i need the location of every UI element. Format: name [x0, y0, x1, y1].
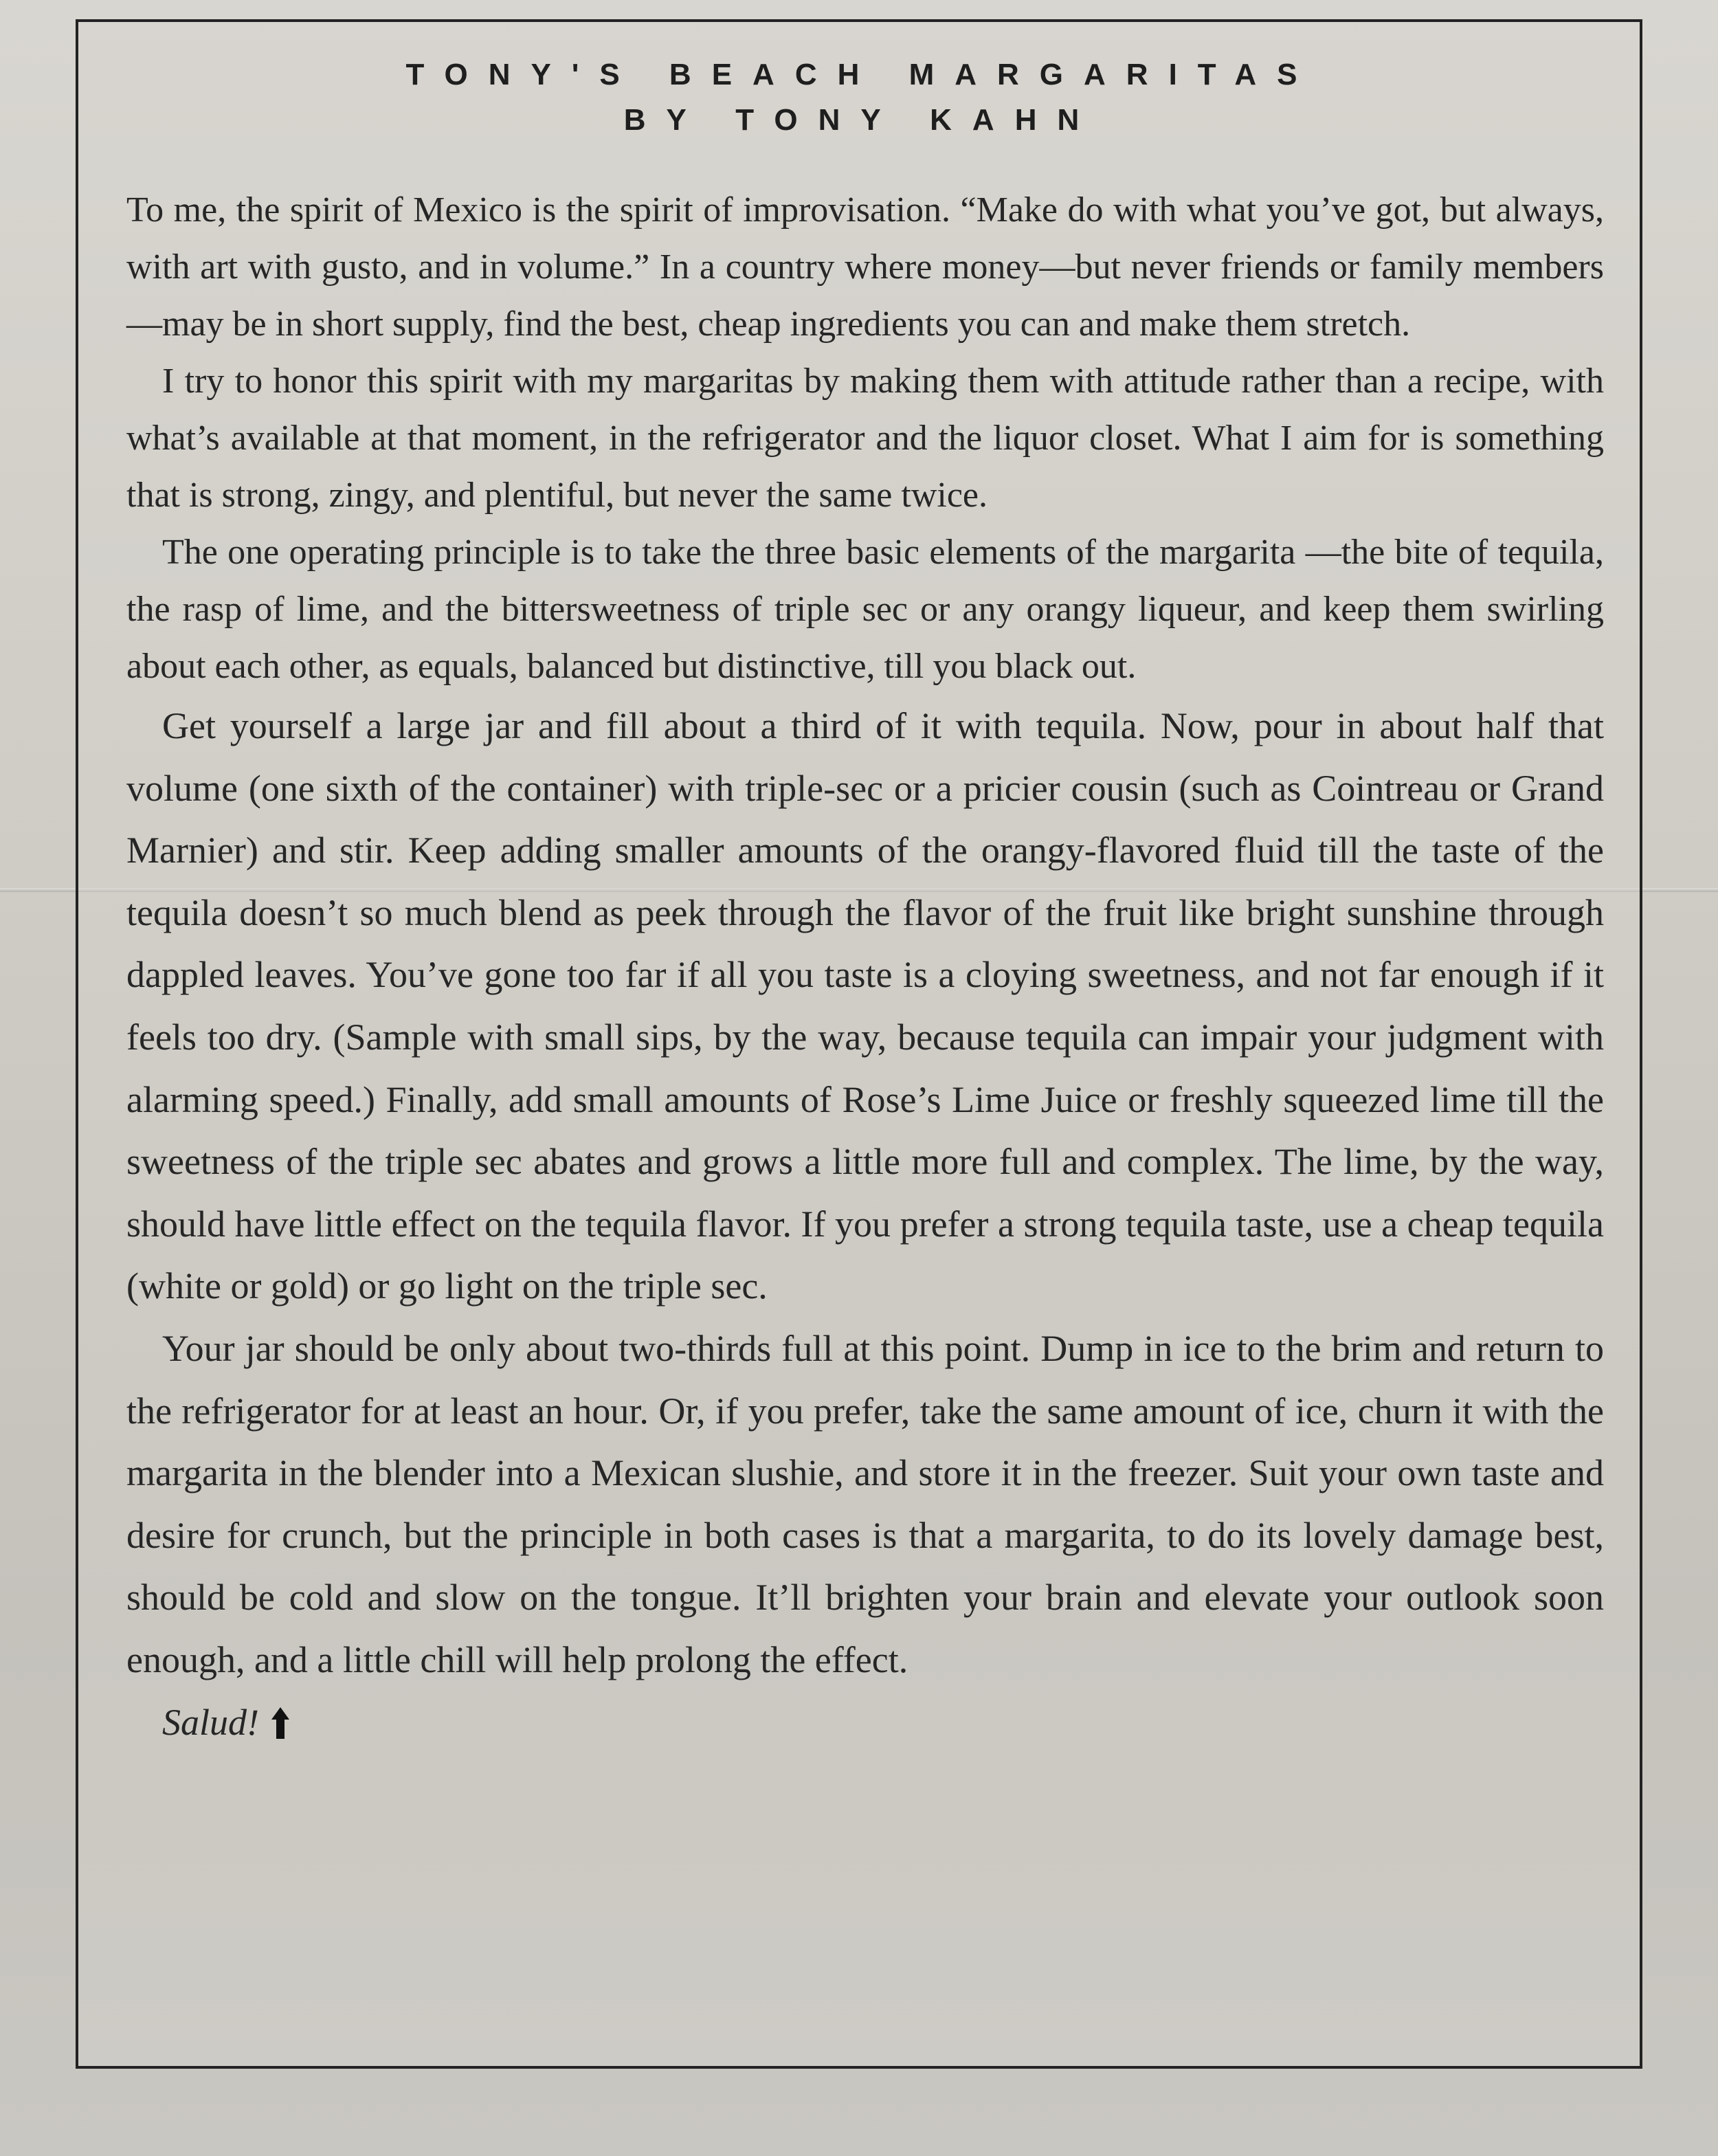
- end-mark-icon: [271, 1707, 289, 1739]
- article-title: TONY'S BEACH MARGARITAS: [405, 58, 1318, 91]
- article-body: [126, 181, 1604, 1753]
- closing-text: Salud!: [162, 1701, 259, 1743]
- paragraph-principle: The one operating principle is to take the three basic elements of the margarita —the bite of tequila, the rasp of lime, and the bittersweetness of triple sec or any orangy liqueur, and keep them swirling about each other, as equals, balanced but distinctive, till you black out.: [126, 533, 1604, 686]
- paragraph-attitude: I try to honor this spirit with my margaritas by making them with attitude rather than a recipe, with what’s available at that moment, in the refrigerator and the liquor closet. What I aim for is something that is strong, zingy, and plentiful, but never the same twice.: [126, 362, 1604, 515]
- closing-line: [126, 1691, 1604, 1753]
- article-byline: BY TONY KAHN: [623, 103, 1100, 137]
- article-frame: [76, 19, 1642, 2069]
- paragraph-intro: To me, the spirit of Mexico is the spirit of improvisation. “Make do with what you’ve got, but always, with art with gusto, and in volume.” In a country where money—but never friends or family members—may be in short supply, find the best, cheap ingredients you can and make them stretch.: [126, 190, 1604, 344]
- paragraph-chill: Your jar should be only about two-thirds full at this point. Dump in ice to the brim and return to the refrigerator for at least an hour. Or, if you prefer, take the same amount of ice, churn it with the margarita in the blender into a Mexican slushie, and store it in the freezer. Suit your own taste and desire for crunch, but the principle in both cases is that a margarita, to do its lovely damage best, should be cold and slow on the tongue. It’ll brighten your brain and elevate your outlook soon enough, and a little chill will help prolong the effect.: [126, 1327, 1604, 1680]
- paragraph-method: Get yourself a large jar and fill about a third of it with tequila. Now, pour in about half that volume (one sixth of the container) with triple-sec or a pricier cousin (such as Cointreau or Grand Marnier) and stir. Keep adding smaller amounts of the orangy-flavored fluid till the taste of the tequila doesn’t so much blend as peek through the flavor of the fruit like bright sunshine through dappled leaves. You’ve gone too far if all you taste is a cloying sweetness, and not far enough if it feels too dry. (Sample with small sips, by the way, because tequila can impair your judgment with alarming speed.) Finally, add small amounts of Rose’s Lime Juice or freshly squeezed lime till the sweetness of the triple sec abates and grows a little more full and complex. The lime, by the way, should have little effect on the tequila flavor. If you prefer a strong tequila taste, use a cheap tequila (white or gold) or go light on the triple sec.: [126, 705, 1604, 1307]
